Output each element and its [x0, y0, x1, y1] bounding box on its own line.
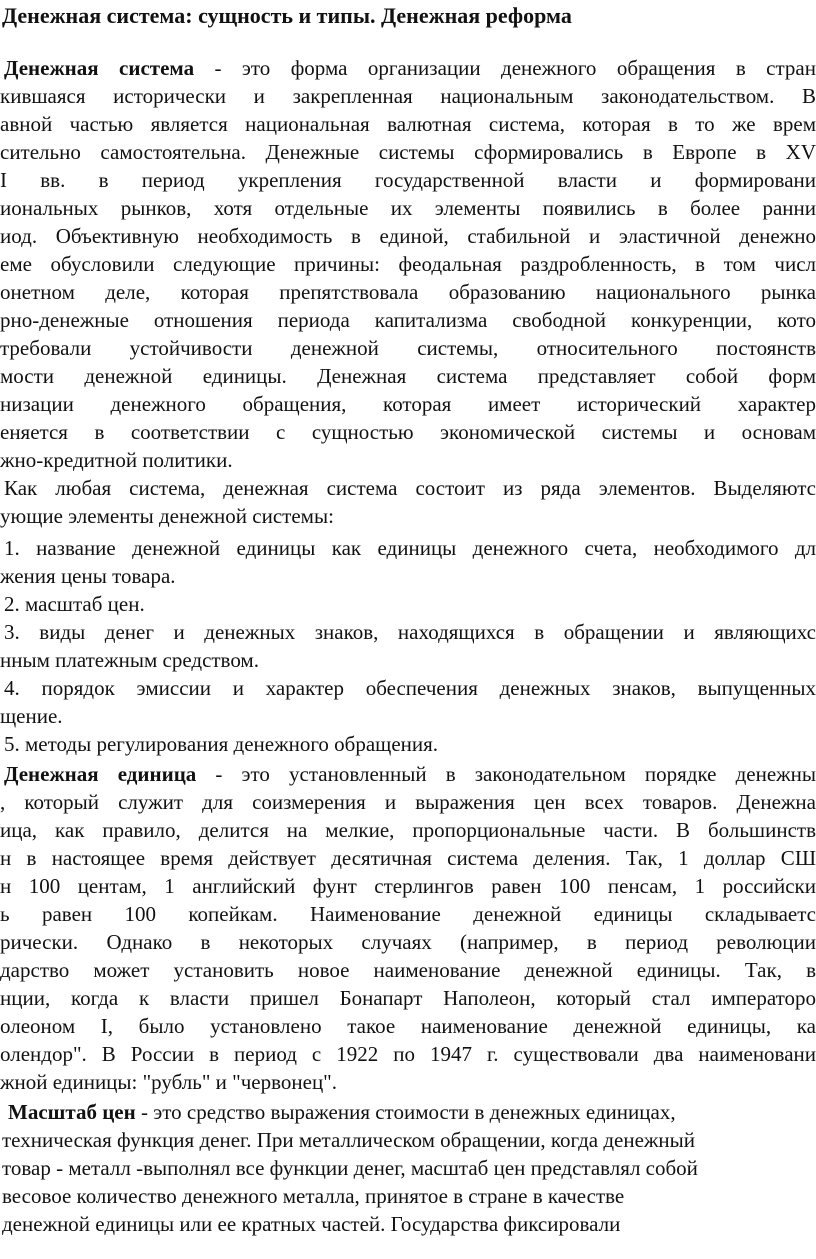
list-item: щение.	[0, 704, 63, 728]
paragraph-line: I вв. в период укрепления государственной власти и формировани	[0, 168, 816, 192]
paragraph-line	[4, 54, 816, 82]
paragraph-line: авной частью является национальная валютная система, которая в то же врем	[0, 112, 816, 136]
paragraph-line: еняется в соответствии с сущностью экономической системы и основам	[0, 420, 816, 444]
paragraph-line: , который служит для соизмерения и выражения цен всех товаров. Денежна	[0, 790, 816, 814]
paragraph-line: ующие элементы денежной системы:	[0, 504, 334, 528]
list-item: жения цены товара.	[0, 564, 176, 588]
paragraph-line: низации денежного обращения, которая имеет исторический характер	[0, 392, 816, 416]
paragraph-line: дарство может установить новое наименование денежной единицы. Так, в	[0, 958, 816, 982]
list-item: 2. масштаб цен.	[4, 592, 145, 616]
list-item: 1. название денежной единицы как единицы денежного счета, необходимого дл	[4, 536, 816, 560]
paragraph-line	[4, 760, 816, 788]
paragraph-line: н в настоящее время действует десятичная система деления. Так, 1 доллар СШ	[0, 846, 816, 870]
paragraph-line: весовое количество денежного металла, принятое в стране в качестве	[2, 1184, 625, 1208]
paragraph-line: мости денежной единицы. Денежная система представляет собой форм	[0, 364, 816, 388]
paragraph-text: - это форма организации денежного обращения в стран	[194, 56, 816, 80]
term-money-system: Денежная система	[4, 56, 195, 80]
paragraph-line: ь равен 100 копейкам. Наименование денежной единицы складываетс	[0, 902, 816, 926]
paragraph-line: иональных рынков, хотя отдельные их элементы появились в более ранни	[0, 196, 816, 220]
paragraph-line: товар - металл -выполнял все функции денег, масштаб цен представлял собой	[2, 1156, 698, 1180]
paragraph-line: олендор". В России в период с 1922 по 1947 г. существовали два наименовани	[0, 1042, 816, 1066]
term-price-scale: Масштаб цен	[8, 1100, 136, 1124]
paragraph-line: олеоном I, было установлено такое наименование денежной единицы, ка	[0, 1014, 816, 1038]
paragraph-line: нции, когда к власти пришел Бонапарт Наполеон, который стал императоро	[0, 986, 816, 1010]
page-title: Денежная система: сущность и типы. Денежная реформа	[2, 3, 572, 28]
list-item: нным платежным средством.	[0, 648, 259, 672]
paragraph-line: денежной единицы или ее кратных частей. Государства фиксировали	[2, 1212, 621, 1236]
paragraph-line: рно-денежные отношения периода капитализма свободной конкуренции, кото	[0, 308, 816, 332]
paragraph-line: еме обусловили следующие причины: феодальная раздробленность, в том числ	[0, 252, 816, 276]
list-item: 5. методы регулирования денежного обращения.	[4, 732, 439, 756]
term-money-unit: Денежная единица	[4, 762, 197, 786]
paragraph-line: требовали устойчивости денежной системы, относительного постоянств	[0, 336, 816, 360]
paragraph-line	[8, 1098, 816, 1126]
paragraph-text: - это установленный в законодательном порядке денежны	[196, 762, 816, 786]
paragraph-line: жной единицы: "рубль" и "червонец".	[0, 1070, 338, 1094]
paragraph-text: - это средство выражения стоимости в денежных единицах,	[135, 1100, 676, 1124]
paragraph-line: ица, как правило, делится на мелкие, пропорциональные части. В большинств	[0, 818, 816, 842]
paragraph-line: рически. Однако в некоторых случаях (например, в период революции	[0, 930, 816, 954]
paragraph-line: иод. Объективную необходимость в единой, стабильной и эластичной денежно	[0, 224, 816, 248]
paragraph-line: онетном деле, которая препятствовала образованию национального рынка	[0, 280, 816, 304]
list-item: 4. порядок эмиссии и характер обеспечения денежных знаков, выпущенных	[4, 676, 816, 700]
paragraph-line: н 100 центам, 1 английский фунт стерлингов равен 100 пенсам, 1 российски	[0, 874, 816, 898]
paragraph-line: сительно самостоятельна. Денежные системы сформировались в Европе в XV	[0, 140, 816, 164]
paragraph-line: жно-кредитной политики.	[0, 448, 233, 472]
paragraph-line: техническая функция денег. При металлическом обращении, когда денежный	[2, 1128, 695, 1152]
list-item: 3. виды денег и денежных знаков, находящихся в обращении и являющихс	[4, 620, 816, 644]
paragraph-line: кившаяся исторически и закрепленная национальным законодательством. В	[0, 84, 816, 108]
paragraph-line: Как любая система, денежная система состоит из ряда элементов. Выделяютс	[4, 476, 816, 500]
